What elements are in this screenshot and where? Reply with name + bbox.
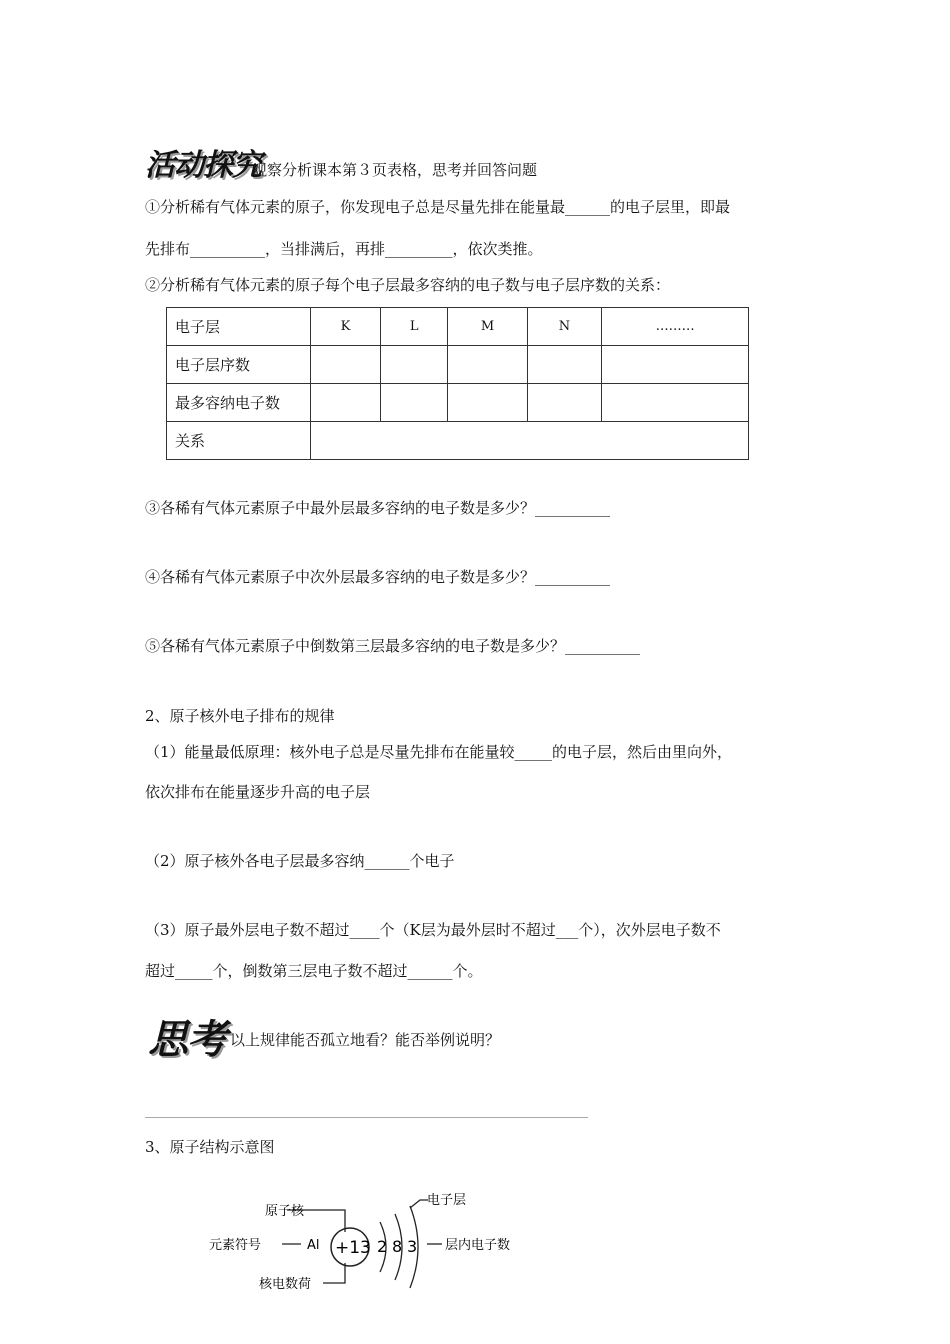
- electron-count: 2: [377, 1237, 388, 1256]
- label-electrons-in-shell: 层内电子数: [445, 1238, 511, 1253]
- activity-banner: 活动探究: [145, 148, 261, 183]
- table-header-cell: M: [448, 308, 527, 346]
- rule-3-line-2: 超过_____个，倒数第三层电子数不超过______个。: [145, 962, 483, 980]
- table-cell: [311, 346, 381, 384]
- rule-2: （2）原子核外各电子层最多容纳______个电子: [145, 852, 455, 870]
- table-cell: [381, 346, 448, 384]
- label-element-symbol: 元素符号: [209, 1238, 262, 1253]
- structure-heading: 3、原子结构示意图: [145, 1138, 275, 1156]
- think-banner: 思考: [148, 1017, 226, 1063]
- table-cell: [448, 346, 527, 384]
- electron-shell-table: [166, 307, 749, 460]
- label-nucleus: 原子核: [265, 1204, 305, 1219]
- table-row-label: 关系: [167, 422, 311, 460]
- table-cell: [311, 384, 381, 422]
- question-2: ②分析稀有气体元素的原子每个电子层最多容纳的电子数与电子层序数的关系：: [145, 276, 671, 294]
- table-cell: [448, 384, 527, 422]
- nucleus-charge: +13: [335, 1238, 371, 1258]
- table-cell: [527, 346, 601, 384]
- electron-count: 3: [407, 1237, 418, 1256]
- shell-pointer-line: [410, 1200, 428, 1208]
- question-1-line-1: ①分析稀有气体元素的原子，你发现电子总是尽量先排在能量最______的电子层里，即最: [145, 198, 731, 216]
- think-question: 以上规律能否孤立地看？能否举例说明？: [230, 1031, 501, 1049]
- table-row: [167, 422, 749, 460]
- label-shell: 电子层: [427, 1193, 467, 1208]
- table-header-cell: 电子层: [167, 308, 311, 346]
- question-1-line-2: 先排布__________，当排满后，再排_________，依次类推。: [145, 240, 543, 258]
- table-cell: [381, 384, 448, 422]
- table-row: [167, 346, 749, 384]
- table-cell: [311, 422, 749, 460]
- table-cell: [602, 346, 749, 384]
- activity-intro: 观察分析课本第３页表格，思考并回答问题: [252, 161, 538, 179]
- table-header-cell: ………: [602, 308, 749, 346]
- table-row-label: 电子层序数: [167, 346, 311, 384]
- table-cell: [527, 384, 601, 422]
- atomic-structure-diagram: [195, 1180, 535, 1300]
- table-header-cell: N: [527, 308, 601, 346]
- rule-1-line-2: 依次排布在能量逐步升高的电子层: [145, 783, 371, 801]
- table-header-cell: L: [381, 308, 448, 346]
- label-nuclear-charge: 核电数荷: [259, 1277, 312, 1292]
- table-row: [167, 384, 749, 422]
- rule-1-line-1: （1）能量最低原理：核外电子总是尽量先排布在能量较_____的电子层，然后由里向外，: [145, 743, 733, 761]
- answer-line: [145, 1117, 588, 1118]
- element-symbol: Al: [307, 1238, 320, 1253]
- table-row-label: 最多容纳电子数: [167, 384, 311, 422]
- rule-3-line-1: （3）原子最外层电子数不超过____个（K层为最外层时不超过___个），次外层电子数不: [145, 921, 721, 939]
- charge-pointer-line: [323, 1263, 345, 1283]
- table-header-cell: K: [311, 308, 381, 346]
- electron-count: 8: [392, 1237, 403, 1256]
- table-row: [167, 308, 749, 346]
- question-5: ⑤各稀有气体元素原子中倒数第三层最多容纳的电子数是多少？__________: [145, 637, 641, 655]
- question-3: ③各稀有气体元素原子中最外层最多容纳的电子数是多少？__________: [145, 499, 611, 517]
- rules-heading: 2、原子核外电子排布的规律: [145, 707, 335, 725]
- question-4: ④各稀有气体元素原子中次外层最多容纳的电子数是多少？__________: [145, 568, 611, 586]
- table-cell: [602, 384, 749, 422]
